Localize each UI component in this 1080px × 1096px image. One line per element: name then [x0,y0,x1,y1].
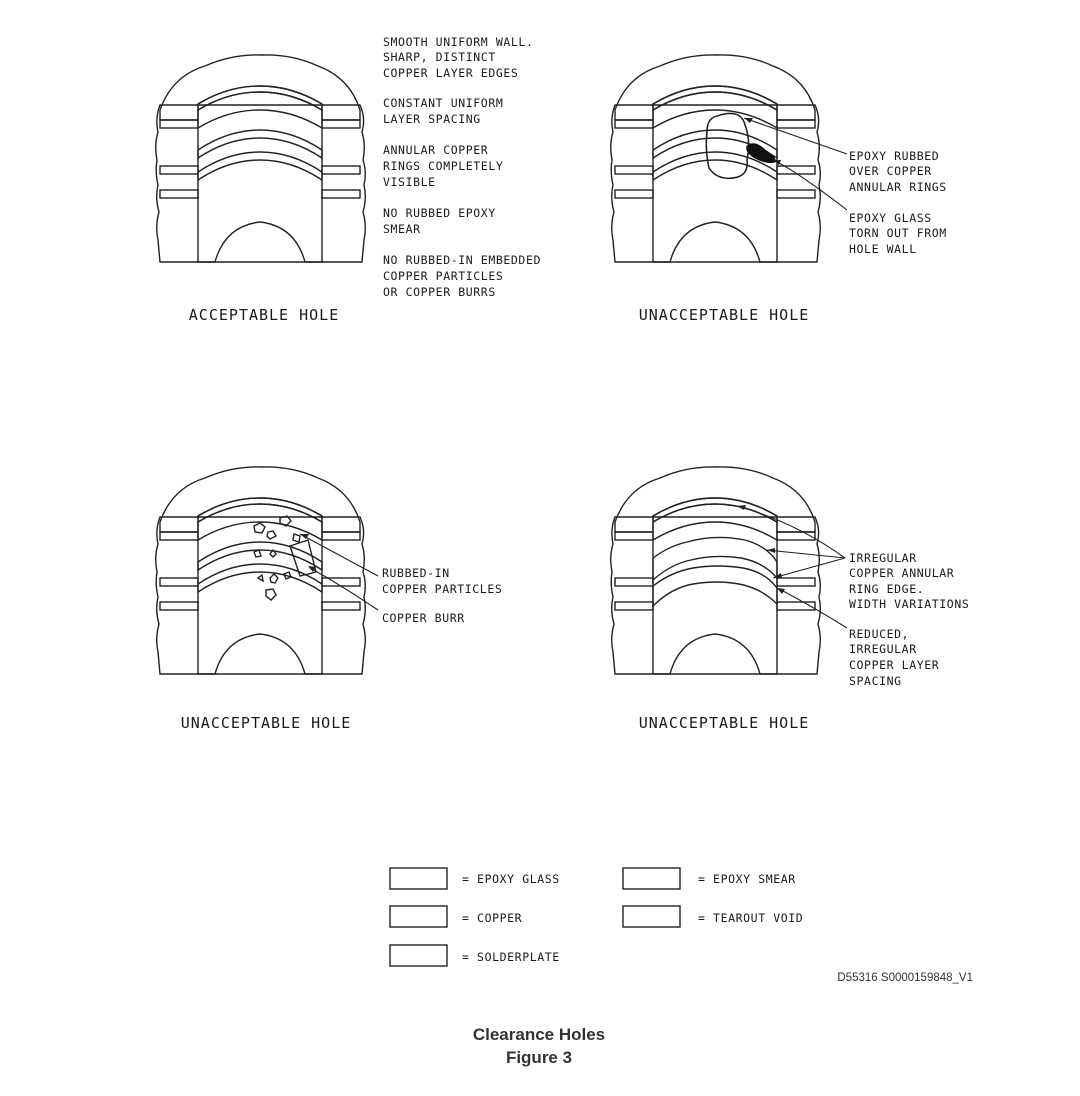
svg-text:WIDTH VARIATIONS: WIDTH VARIATIONS [849,597,970,611]
caption-unacceptable-hole-bl: UNACCEPTABLE HOLE [180,714,352,732]
svg-text:SMEAR: SMEAR [383,222,421,236]
legend-label-copper: = COPPER [462,911,523,925]
svg-text:EPOXY GLASS: EPOXY GLASS [849,211,932,225]
svg-text:RUBBED-IN: RUBBED-IN [382,566,450,580]
svg-text:HOLE WALL: HOLE WALL [849,242,917,256]
document-id: D55316 S0000159848_V1 [837,972,973,984]
svg-text:IRREGULAR: IRREGULAR [849,642,917,656]
svg-text:IRREGULAR: IRREGULAR [849,551,917,565]
copper-layer [160,120,198,128]
legend-label-tearout-void: = TEAROUT VOID [698,911,804,925]
svg-text:EPOXY RUBBED: EPOXY RUBBED [849,149,940,163]
copper-layer [322,166,360,174]
svg-text:ANNULAR COPPER: ANNULAR COPPER [383,143,489,157]
copper-top-ring [198,86,322,110]
svg-text:SHARP, DISTINCT: SHARP, DISTINCT [383,50,496,64]
copper-particle-callouts [382,566,502,625]
copper-particles-hole-drawing [156,467,378,674]
legend-label-epoxy-smear: = EPOXY SMEAR [698,872,796,886]
svg-text:REDUCED,: REDUCED, [849,627,910,641]
irregular-ring-callouts [849,551,969,688]
irregular-annular-ring [653,537,777,580]
copper-layer [160,190,198,198]
copper-particles [254,516,300,600]
svg-text:SPACING: SPACING [849,674,902,688]
svg-text:COPPER BURR: COPPER BURR [382,611,465,625]
svg-text:VISIBLE: VISIBLE [383,175,436,189]
svg-text:COPPER LAYER EDGES: COPPER LAYER EDGES [383,66,519,80]
legend-swatch-copper [390,906,447,927]
irregular-annular-ring [653,566,777,606]
legend-label-epoxy-glass: = EPOXY GLASS [462,872,560,886]
annular-ring [198,130,322,158]
svg-text:LAYER SPACING: LAYER SPACING [383,112,481,126]
epoxy-smear-hole-drawing [611,55,847,262]
svg-text:NO RUBBED-IN EMBEDDED: NO RUBBED-IN EMBEDDED [383,253,541,267]
caption-unacceptable-hole-tr: UNACCEPTABLE HOLE [638,306,810,324]
svg-text:COPPER ANNULAR: COPPER ANNULAR [849,566,955,580]
svg-text:CONSTANT UNIFORM: CONSTANT UNIFORM [383,96,504,110]
copper-layer [160,166,198,174]
svg-text:NO RUBBED EPOXY: NO RUBBED EPOXY [383,206,496,220]
svg-text:SMOOTH UNIFORM WALL.: SMOOTH UNIFORM WALL. [383,35,534,49]
copper-layer [322,190,360,198]
caption-unacceptable-hole-br: UNACCEPTABLE HOLE [638,714,810,732]
legend-swatch-tearout-void [623,906,680,927]
figure-number: Figure 3 [505,1048,573,1067]
annular-ring [198,152,322,180]
svg-text:COPPER PARTICLES: COPPER PARTICLES [382,582,503,596]
legend-swatch-epoxy-glass [390,868,447,889]
svg-text:RING EDGE.: RING EDGE. [849,582,925,596]
figure-title: Clearance Holes [472,1025,606,1044]
copper-layer [322,120,360,128]
caption-acceptable-hole: ACCEPTABLE HOLE [188,306,340,324]
svg-text:OR COPPER BURRS: OR COPPER BURRS [383,285,496,299]
legend-swatch-epoxy-smear [623,868,680,889]
epoxy-smear-blob [706,113,748,178]
acceptable-hole-drawing [156,55,366,262]
svg-text:TORN OUT FROM: TORN OUT FROM [849,226,947,240]
svg-text:ANNULAR RINGS: ANNULAR RINGS [849,180,947,194]
svg-text:RINGS COMPLETELY: RINGS COMPLETELY [383,159,504,173]
irregular-ring-hole-drawing [611,467,847,674]
svg-text:COPPER PARTICLES: COPPER PARTICLES [383,269,504,283]
epoxy-smear-callouts [849,149,947,256]
legend-label-solderplate: = SOLDERPLATE [462,950,560,964]
legend-swatch-solderplate [390,945,447,966]
svg-text:OVER COPPER: OVER COPPER [849,164,932,178]
acceptable-notes [383,35,541,299]
hole-wall [198,92,322,262]
legend [390,868,803,966]
svg-text:COPPER LAYER: COPPER LAYER [849,658,940,672]
